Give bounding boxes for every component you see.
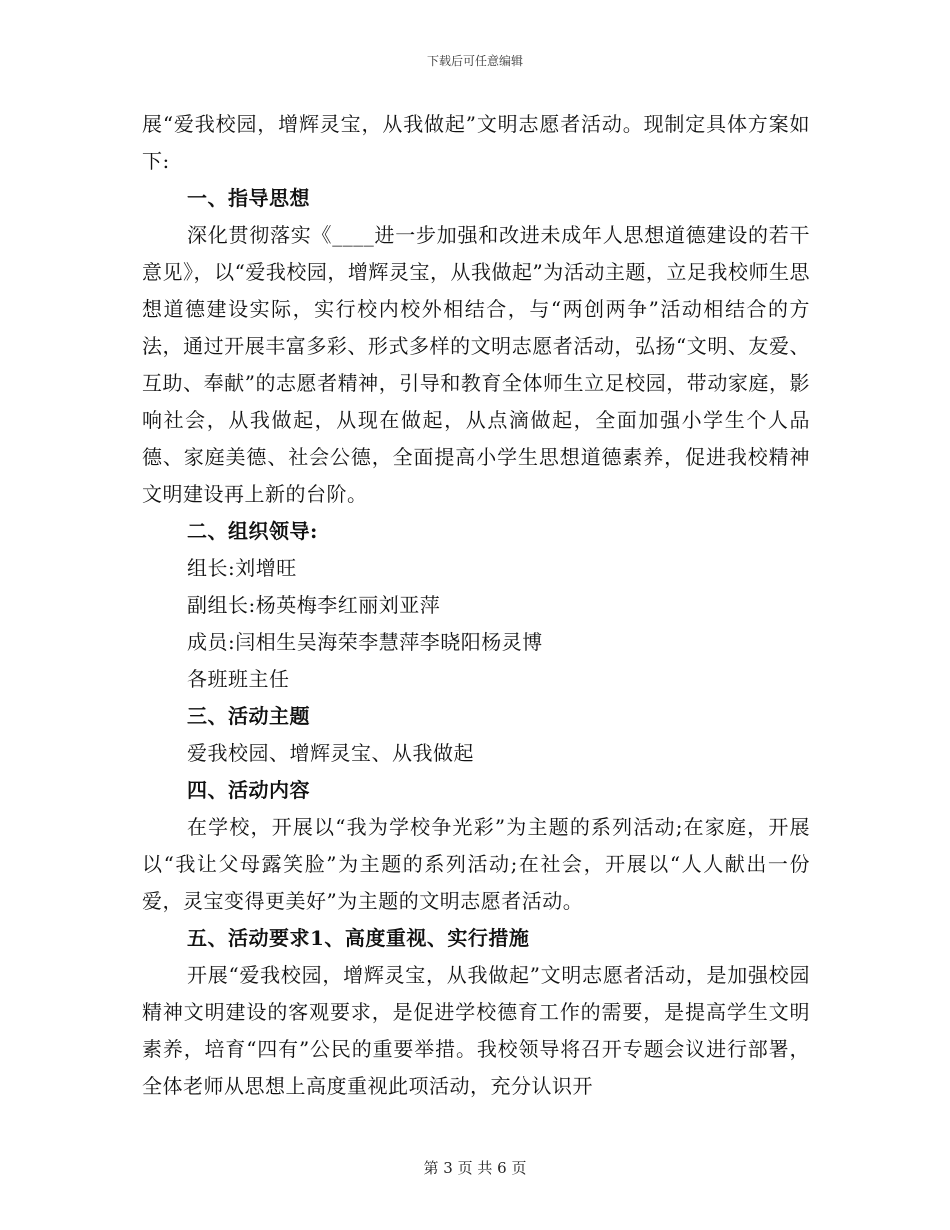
class-teachers-line: 各班班主任 (187, 667, 290, 691)
theme-line: 爱我校园、增辉灵宝、从我做起 (187, 741, 474, 765)
page-header: 下载后可任意编辑 (426, 54, 523, 68)
requirements-paragraph: 开展“爱我校园，增辉灵宝，从我做起”文明志愿者活动，是加强校园精神文明建设的客观要求，是促进学校德育工作的需要，是提高学生文明素养，培育“四有”公民的重要举措。我校领导将召开专题会议进行部署，全体老师从思想上高度重视此项活动，充分认识开 (142, 963, 810, 1098)
document-body (142, 106, 810, 1105)
activity-content-paragraph: 在学校，开展以“我为学校争光彩”为主题的系列活动;在家庭，开展以“我让父母露笑脸”为主题的系列活动;在社会，开展以“人人献出一份爱，灵宝变得更美好”为主题的文明志愿者活动。 (142, 815, 810, 913)
page-footer: 第 3 页 共 6 页 (423, 1159, 527, 1177)
guiding-ideology-paragraph: 深化贯彻落实《____进一步加强和改进未成年人思想道德建设的若干意见》，以“爱我校园，增辉灵宝，从我做起”为活动主题，立足我校师生思想道德建设实际，实行校内校外相结合，与“两创两争”活动相结合的方法，通过开展丰富多彩、形式多样的文明志愿者活动，弘扬“文明、友爱、互助、奉献”的志愿者精神，引导和教育全体师生立足校园，带动家庭，影响社会，从我做起，从现在做起，从点滴做起，全面加强小学生个人品德、家庭美德、社会公德，全面提高小学生思想道德素养，促进我校精神文明建设再上新的台阶。 (142, 223, 810, 506)
section-heading-content: 四、活动内容 (187, 778, 310, 802)
section-heading-theme: 三、活动主题 (187, 704, 310, 728)
section-heading-requirements: 五、活动要求1、高度重视、实行措施 (187, 926, 530, 950)
members-line: 成员:闫相生吴海荣李慧萍李晓阳杨灵博 (187, 630, 543, 654)
leader-line: 组长:刘增旺 (187, 556, 297, 580)
intro-paragraph: 展“爱我校园，增辉灵宝，从我做起”文明志愿者活动。现制定具体方案如下: (142, 112, 810, 173)
deputy-leader-line: 副组长:杨英梅李红丽刘亚萍 (187, 593, 441, 617)
section-heading-organization: 二、组织领导: (187, 519, 318, 543)
section-heading-guiding-ideology: 一、指导思想 (187, 186, 310, 210)
